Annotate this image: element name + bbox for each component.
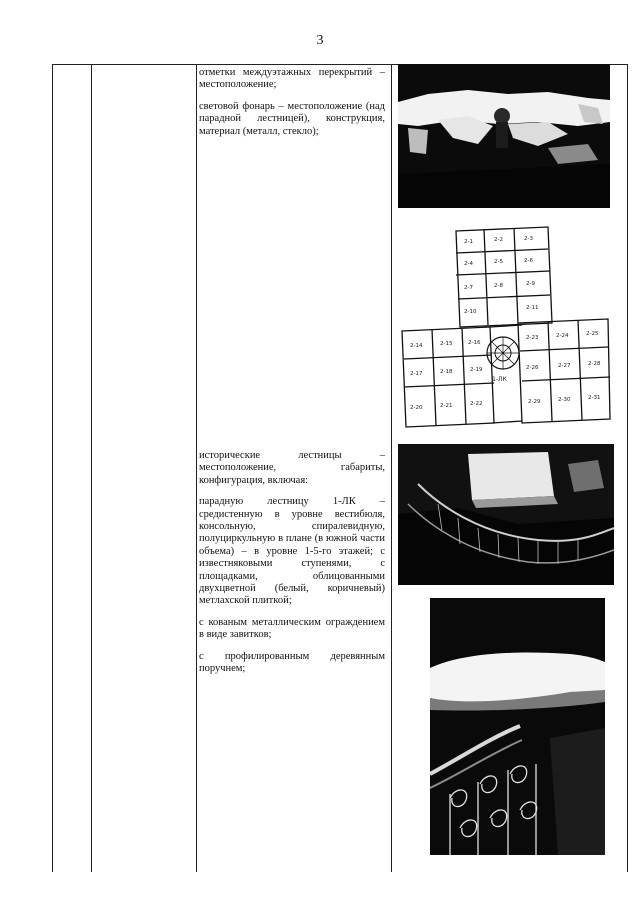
paragraph-skylight: световой фонарь – местоположение (над парадной лестницей), конструкция, материал (металл, стекло); <box>199 100 385 137</box>
svg-text:2-18: 2-18 <box>440 369 453 375</box>
svg-text:2-1: 2-1 <box>464 239 473 245</box>
svg-text:2-11: 2-11 <box>526 305 539 311</box>
paragraph-floor-marks: отметки междуэтажных перекрытий – местоположение; <box>199 67 385 91</box>
svg-text:2-22: 2-22 <box>470 401 483 407</box>
photo-staircase-railing <box>430 598 605 855</box>
svg-text:2-29: 2-29 <box>528 399 541 405</box>
svg-text:2-14: 2-14 <box>410 343 423 349</box>
floor-plan-image <box>398 213 614 440</box>
svg-text:2-10: 2-10 <box>464 309 477 315</box>
svg-text:2-20: 2-20 <box>410 405 423 411</box>
svg-text:2-23: 2-23 <box>526 335 539 341</box>
svg-text:2-7: 2-7 <box>464 285 473 291</box>
svg-text:2-4: 2-4 <box>464 261 473 267</box>
svg-text:2-27: 2-27 <box>558 363 571 369</box>
svg-text:2-19: 2-19 <box>470 367 483 373</box>
svg-text:2-3: 2-3 <box>524 236 533 242</box>
svg-text:2-2: 2-2 <box>494 237 503 243</box>
table-column-divider-1 <box>52 64 53 872</box>
photo-staircase-overview <box>398 444 614 585</box>
table-column-divider-5 <box>627 64 628 872</box>
paragraph-wooden-handrail: с профилированным деревянным поручнем; <box>199 650 385 675</box>
table-column-divider-3 <box>196 64 197 872</box>
svg-text:2-5: 2-5 <box>494 259 503 265</box>
svg-text:2-24: 2-24 <box>556 333 569 339</box>
svg-text:2-17: 2-17 <box>410 371 423 377</box>
svg-text:2-21: 2-21 <box>440 403 453 409</box>
page-number: 3 <box>316 33 324 48</box>
table-column-divider-4 <box>391 64 392 872</box>
svg-text:2-28: 2-28 <box>588 361 601 367</box>
svg-text:2-16: 2-16 <box>468 340 481 346</box>
svg-text:2-26: 2-26 <box>526 365 539 371</box>
plan-label-staircase: 1-ЛК <box>492 376 507 383</box>
paragraph-historic-stairs: исторические лестницы – местоположение, габариты, конфигурация, включая: <box>199 450 385 486</box>
svg-text:2-25: 2-25 <box>586 331 599 337</box>
table-column-divider-2 <box>91 64 92 872</box>
paragraph-forged-railing: с кованым металлическим ограждением в виде завитков; <box>199 616 385 641</box>
requirements-text-block-2 <box>199 450 385 676</box>
svg-text:2-8: 2-8 <box>494 283 503 289</box>
requirements-text-block-1 <box>199 67 385 138</box>
svg-text:2-15: 2-15 <box>440 341 453 347</box>
svg-text:2-30: 2-30 <box>558 397 571 403</box>
svg-text:2-9: 2-9 <box>526 281 535 287</box>
svg-text:2-31: 2-31 <box>588 395 601 401</box>
photo-skylight <box>398 64 610 208</box>
svg-text:2-6: 2-6 <box>524 258 533 264</box>
paragraph-main-staircase: парадную лестницу 1-ЛК – средистенную в уровне вестибюля, консольную, спиралевидную, полуциркульную в плане (в южной части объема) – в уровне 1-5-го этажей; с известняковыми ступенями, с площадками, облицованными двухцветной (белый, коричневый) метлахской плиткой; <box>199 496 385 607</box>
